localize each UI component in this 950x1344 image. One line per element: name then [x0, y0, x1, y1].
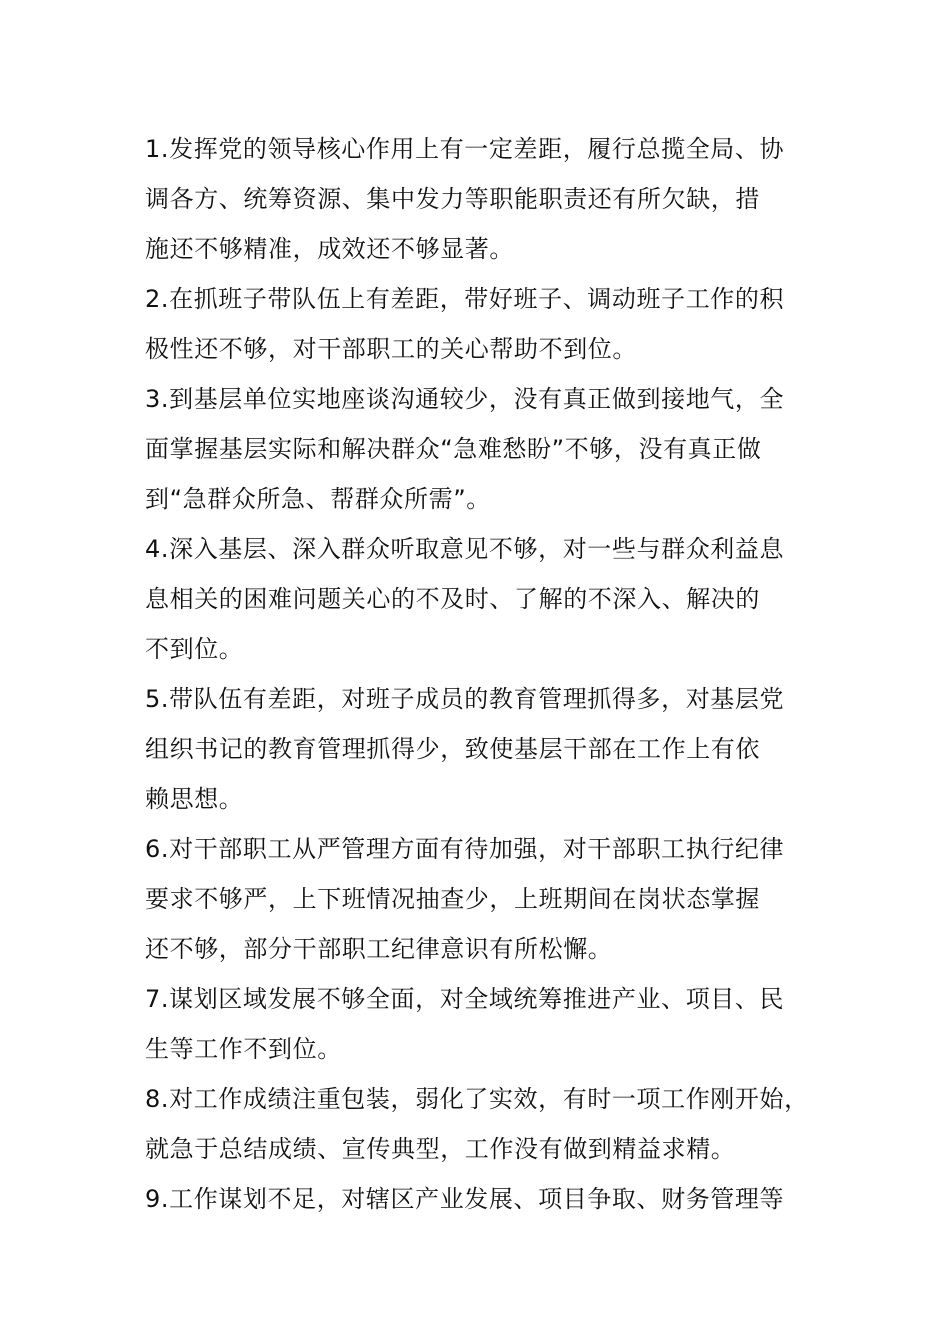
text-line: 5.带队伍有差距，对班子成员的教育管理抓得多，对基层党	[145, 685, 785, 713]
text-line: 3.到基层单位实地座谈沟通较少，没有真正做到接地气，全	[145, 385, 785, 413]
text-line: 赖思想。	[145, 785, 244, 813]
text-line: 2.在抓班子带队伍上有差距，带好班子、调动班子工作的积	[145, 285, 785, 313]
text-line: 1.发挥党的领导核心作用上有一定差距，履行总揽全局、协	[145, 135, 785, 163]
text-line: 要求不够严，上下班情况抽查少，上班期间在岗状态掌握	[145, 885, 760, 913]
text-line: 8.对工作成绩注重包装，弱化了实效，有时一项工作刚开始，	[145, 1085, 809, 1113]
text-line: 4.深入基层、深入群众听取意见不够，对一些与群众利益息	[145, 535, 785, 563]
text-line: 就急于总结成绩、宣传典型，工作没有做到精益求精。	[145, 1135, 736, 1163]
text-line: 7.谋划区域发展不够全面，对全域统筹推进产业、项目、民	[145, 985, 785, 1013]
text-line: 施还不够精准，成效还不够显著。	[145, 235, 514, 263]
text-line: 调各方、统筹资源、集中发力等职能职责还有所欠缺，措	[145, 185, 760, 213]
text-line: 不到位。	[145, 635, 244, 663]
text-line: 生等工作不到位。	[145, 1035, 342, 1063]
text-line: 6.对干部职工从严管理方面有待加强，对干部职工执行纪律	[145, 835, 785, 863]
text-line: 9.工作谋划不足，对辖区产业发展、项目争取、财务管理等	[145, 1185, 785, 1213]
text-line: 面掌握基层实际和解决群众“急难愁盼”不够，没有真正做	[145, 435, 762, 463]
text-line: 极性还不够，对干部职工的关心帮助不到位。	[145, 335, 637, 363]
document-body	[145, 124, 831, 1224]
text-line: 还不够，部分干部职工纪律意识有所松懈。	[145, 935, 613, 963]
text-line: 组织书记的教育管理抓得少，致使基层干部在工作上有依	[145, 735, 760, 763]
text-line: 息相关的困难问题关心的不及时、了解的不深入、解决的	[145, 585, 760, 613]
text-line: 到“急群众所急、帮群众所需”。	[145, 485, 491, 513]
